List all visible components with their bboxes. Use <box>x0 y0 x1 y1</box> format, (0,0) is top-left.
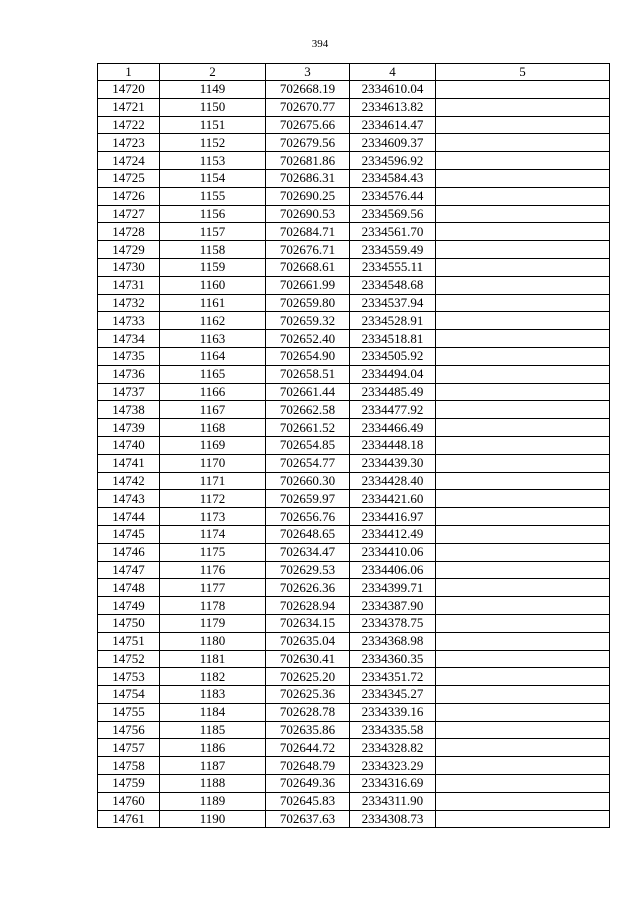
table-cell-col-3: 702681.86 <box>266 152 350 170</box>
table-cell-col-2: 1170 <box>160 454 266 472</box>
table-cell-col-1: 14725 <box>98 169 160 187</box>
table-row <box>98 205 610 223</box>
table-cell-col-5 <box>436 579 610 597</box>
table-cell-col-5 <box>436 294 610 312</box>
table-row <box>98 703 610 721</box>
table-cell-col-5 <box>436 739 610 757</box>
table-cell-col-4: 2334399.71 <box>350 579 436 597</box>
table-cell-col-4: 2334569.56 <box>350 205 436 223</box>
table-cell-col-3: 702628.94 <box>266 597 350 615</box>
table-cell-col-2: 1155 <box>160 187 266 205</box>
table-cell-col-1: 14760 <box>98 792 160 810</box>
table-cell-col-1: 14755 <box>98 703 160 721</box>
table-cell-col-1: 14721 <box>98 98 160 116</box>
table-row <box>98 116 610 134</box>
table-row <box>98 792 610 810</box>
table-cell-col-5 <box>436 668 610 686</box>
table-cell-col-3: 702679.56 <box>266 134 350 152</box>
table-row <box>98 597 610 615</box>
table-row <box>98 134 610 152</box>
table-cell-col-2: 1175 <box>160 543 266 561</box>
table-cell-col-4: 2334518.81 <box>350 330 436 348</box>
table-cell-col-4: 2334351.72 <box>350 668 436 686</box>
table-cell-col-4: 2334561.70 <box>350 223 436 241</box>
table-row <box>98 757 610 775</box>
table-cell-col-3: 702659.97 <box>266 490 350 508</box>
table-cell-col-2: 1178 <box>160 597 266 615</box>
table-cell-col-1: 14761 <box>98 810 160 828</box>
table-cell-col-3: 702645.83 <box>266 792 350 810</box>
table-row <box>98 419 610 437</box>
table-cell-col-2: 1174 <box>160 525 266 543</box>
table-cell-col-3: 702686.31 <box>266 169 350 187</box>
table-cell-col-2: 1153 <box>160 152 266 170</box>
table-cell-col-3: 702661.44 <box>266 383 350 401</box>
table-row <box>98 632 610 650</box>
table-cell-col-5 <box>436 383 610 401</box>
table-cell-col-3: 702661.52 <box>266 419 350 437</box>
table-cell-col-3: 702635.04 <box>266 632 350 650</box>
table-cell-col-4: 2334494.04 <box>350 365 436 383</box>
table-cell-col-1: 14726 <box>98 187 160 205</box>
table-cell-col-3: 702654.90 <box>266 347 350 365</box>
table-row <box>98 383 610 401</box>
table-cell-col-5 <box>436 543 610 561</box>
table-cell-col-3: 702654.85 <box>266 436 350 454</box>
table-cell-col-5 <box>436 276 610 294</box>
table-cell-col-2: 1184 <box>160 703 266 721</box>
table-cell-col-3: 702634.47 <box>266 543 350 561</box>
table-cell-col-5 <box>436 490 610 508</box>
table-cell-col-2: 1189 <box>160 792 266 810</box>
table-cell-col-2: 1157 <box>160 223 266 241</box>
table-cell-col-1: 14736 <box>98 365 160 383</box>
table-cell-col-5 <box>436 703 610 721</box>
table-row <box>98 650 610 668</box>
table-cell-col-5 <box>436 775 610 793</box>
table-cell-col-5 <box>436 436 610 454</box>
table-cell-col-3: 702668.61 <box>266 258 350 276</box>
table-cell-col-5 <box>436 134 610 152</box>
table-cell-col-4: 2334360.35 <box>350 650 436 668</box>
table-cell-col-1: 14747 <box>98 561 160 579</box>
table-cell-col-5 <box>436 187 610 205</box>
table-cell-col-3: 702659.32 <box>266 312 350 330</box>
table-cell-col-5 <box>436 169 610 187</box>
table-cell-col-5 <box>436 330 610 348</box>
table-cell-col-5 <box>436 525 610 543</box>
table-cell-col-2: 1151 <box>160 116 266 134</box>
table-cell-col-4: 2334584.43 <box>350 169 436 187</box>
table-row <box>98 579 610 597</box>
table-cell-col-4: 2334466.49 <box>350 419 436 437</box>
table-cell-col-1: 14727 <box>98 205 160 223</box>
table-cell-col-3: 702625.20 <box>266 668 350 686</box>
table-cell-col-1: 14745 <box>98 525 160 543</box>
table-cell-col-4: 2334548.68 <box>350 276 436 294</box>
table-row <box>98 525 610 543</box>
table-cell-col-1: 14759 <box>98 775 160 793</box>
table-cell-col-4: 2334328.82 <box>350 739 436 757</box>
table-cell-col-5 <box>436 401 610 419</box>
table-cell-col-4: 2334311.90 <box>350 792 436 810</box>
table-cell-col-1: 14757 <box>98 739 160 757</box>
table-cell-col-2: 1164 <box>160 347 266 365</box>
table-cell-col-2: 1185 <box>160 721 266 739</box>
table-cell-col-3: 702648.79 <box>266 757 350 775</box>
table-cell-col-1: 14744 <box>98 508 160 526</box>
table-row <box>98 454 610 472</box>
table-cell-col-2: 1179 <box>160 614 266 632</box>
table-cell-col-3: 702675.66 <box>266 116 350 134</box>
table-cell-col-4: 2334505.92 <box>350 347 436 365</box>
table-cell-col-4: 2334345.27 <box>350 686 436 704</box>
table-cell-col-2: 1166 <box>160 383 266 401</box>
table-cell-col-4: 2334368.98 <box>350 632 436 650</box>
table-cell-col-5 <box>436 810 610 828</box>
table-cell-col-5 <box>436 81 610 99</box>
table-cell-col-5 <box>436 223 610 241</box>
table-cell-col-3: 702644.72 <box>266 739 350 757</box>
table-cell-col-1: 14724 <box>98 152 160 170</box>
table-cell-col-3: 702649.36 <box>266 775 350 793</box>
table-cell-col-3: 702625.36 <box>266 686 350 704</box>
table-cell-col-1: 14731 <box>98 276 160 294</box>
table-cell-col-5 <box>436 597 610 615</box>
table-row <box>98 543 610 561</box>
table-cell-col-2: 1181 <box>160 650 266 668</box>
table-row <box>98 98 610 116</box>
table-cell-col-4: 2334477.92 <box>350 401 436 419</box>
table-cell-col-3: 702660.30 <box>266 472 350 490</box>
table-body <box>98 81 610 828</box>
table-cell-col-1: 14742 <box>98 472 160 490</box>
table-cell-col-4: 2334406.06 <box>350 561 436 579</box>
table-cell-col-5 <box>436 365 610 383</box>
table-cell-col-1: 14748 <box>98 579 160 597</box>
table-cell-col-1: 14752 <box>98 650 160 668</box>
table-row <box>98 561 610 579</box>
table-cell-col-2: 1167 <box>160 401 266 419</box>
table-cell-col-3: 702659.80 <box>266 294 350 312</box>
table-cell-col-1: 14732 <box>98 294 160 312</box>
table-cell-col-2: 1177 <box>160 579 266 597</box>
table-cell-col-4: 2334596.92 <box>350 152 436 170</box>
table-cell-col-1: 14723 <box>98 134 160 152</box>
table-cell-col-5 <box>436 614 610 632</box>
table-cell-col-1: 14749 <box>98 597 160 615</box>
table-cell-col-4: 2334335.58 <box>350 721 436 739</box>
column-header-2: 2 <box>160 64 266 81</box>
table-cell-col-3: 702676.71 <box>266 241 350 259</box>
table-cell-col-2: 1172 <box>160 490 266 508</box>
table-row <box>98 810 610 828</box>
table-row <box>98 739 610 757</box>
table-header-row <box>98 64 610 81</box>
table-row <box>98 312 610 330</box>
table-cell-col-3: 702635.86 <box>266 721 350 739</box>
table-row <box>98 294 610 312</box>
table-row <box>98 508 610 526</box>
table-row <box>98 472 610 490</box>
column-header-3: 3 <box>266 64 350 81</box>
table-cell-col-2: 1156 <box>160 205 266 223</box>
table-cell-col-1: 14733 <box>98 312 160 330</box>
table-row <box>98 686 610 704</box>
table-cell-col-2: 1168 <box>160 419 266 437</box>
table-row <box>98 258 610 276</box>
table-cell-col-3: 702661.99 <box>266 276 350 294</box>
table-cell-col-2: 1161 <box>160 294 266 312</box>
table-cell-col-5 <box>436 312 610 330</box>
table-cell-col-1: 14720 <box>98 81 160 99</box>
table-cell-col-4: 2334555.11 <box>350 258 436 276</box>
table-row <box>98 721 610 739</box>
table-cell-col-2: 1186 <box>160 739 266 757</box>
table-row <box>98 241 610 259</box>
table-cell-col-3: 702690.25 <box>266 187 350 205</box>
table-cell-col-2: 1158 <box>160 241 266 259</box>
table-cell-col-4: 2334323.29 <box>350 757 436 775</box>
table-cell-col-5 <box>436 686 610 704</box>
table-cell-col-4: 2334439.30 <box>350 454 436 472</box>
table-cell-col-2: 1159 <box>160 258 266 276</box>
table-cell-col-2: 1162 <box>160 312 266 330</box>
table-row <box>98 81 610 99</box>
table-cell-col-3: 702690.53 <box>266 205 350 223</box>
table-cell-col-2: 1183 <box>160 686 266 704</box>
table-cell-col-4: 2334378.75 <box>350 614 436 632</box>
table-cell-col-4: 2334537.94 <box>350 294 436 312</box>
table-cell-col-5 <box>436 454 610 472</box>
table-cell-col-1: 14753 <box>98 668 160 686</box>
table-cell-col-2: 1188 <box>160 775 266 793</box>
column-header-4: 4 <box>350 64 436 81</box>
table-cell-col-1: 14730 <box>98 258 160 276</box>
table-cell-col-4: 2334614.47 <box>350 116 436 134</box>
table-cell-col-2: 1163 <box>160 330 266 348</box>
table-cell-col-1: 14741 <box>98 454 160 472</box>
table-cell-col-3: 702684.71 <box>266 223 350 241</box>
table-cell-col-4: 2334528.91 <box>350 312 436 330</box>
table-cell-col-1: 14738 <box>98 401 160 419</box>
table-cell-col-4: 2334610.04 <box>350 81 436 99</box>
table-cell-col-4: 2334559.49 <box>350 241 436 259</box>
table-cell-col-3: 702654.77 <box>266 454 350 472</box>
table-cell-col-5 <box>436 258 610 276</box>
table-cell-col-3: 702630.41 <box>266 650 350 668</box>
table-cell-col-4: 2334421.60 <box>350 490 436 508</box>
column-header-5: 5 <box>436 64 610 81</box>
table-cell-col-3: 702658.51 <box>266 365 350 383</box>
table-cell-col-5 <box>436 205 610 223</box>
table-cell-col-4: 2334485.49 <box>350 383 436 401</box>
column-header-1: 1 <box>98 64 160 81</box>
table-row <box>98 330 610 348</box>
table-cell-col-1: 14734 <box>98 330 160 348</box>
table-cell-col-2: 1182 <box>160 668 266 686</box>
table-cell-col-1: 14728 <box>98 223 160 241</box>
table-cell-col-4: 2334316.69 <box>350 775 436 793</box>
table-cell-col-2: 1150 <box>160 98 266 116</box>
table-row <box>98 775 610 793</box>
table-row <box>98 490 610 508</box>
table-cell-col-2: 1176 <box>160 561 266 579</box>
table-cell-col-5 <box>436 152 610 170</box>
table-cell-col-2: 1180 <box>160 632 266 650</box>
table-cell-col-4: 2334576.44 <box>350 187 436 205</box>
table-cell-col-5 <box>436 98 610 116</box>
table-row <box>98 668 610 686</box>
table-cell-col-1: 14746 <box>98 543 160 561</box>
table-cell-col-4: 2334428.40 <box>350 472 436 490</box>
table-row <box>98 152 610 170</box>
table-cell-col-5 <box>436 419 610 437</box>
table-cell-col-4: 2334412.49 <box>350 525 436 543</box>
table-cell-col-5 <box>436 508 610 526</box>
table-cell-col-1: 14756 <box>98 721 160 739</box>
table-cell-col-5 <box>436 721 610 739</box>
table-cell-col-1: 14754 <box>98 686 160 704</box>
table-cell-col-2: 1160 <box>160 276 266 294</box>
table-cell-col-4: 2334613.82 <box>350 98 436 116</box>
table-cell-col-4: 2334410.06 <box>350 543 436 561</box>
table-cell-col-2: 1169 <box>160 436 266 454</box>
table-row <box>98 436 610 454</box>
table-cell-col-1: 14737 <box>98 383 160 401</box>
table-cell-col-3: 702626.36 <box>266 579 350 597</box>
table-cell-col-2: 1149 <box>160 81 266 99</box>
table-row <box>98 169 610 187</box>
table-cell-col-1: 14743 <box>98 490 160 508</box>
table-cell-col-2: 1165 <box>160 365 266 383</box>
table-cell-col-5 <box>436 632 610 650</box>
table-cell-col-3: 702656.76 <box>266 508 350 526</box>
table-cell-col-1: 14729 <box>98 241 160 259</box>
table-cell-col-1: 14758 <box>98 757 160 775</box>
table-cell-col-4: 2334609.37 <box>350 134 436 152</box>
table-row <box>98 401 610 419</box>
table-cell-col-5 <box>436 561 610 579</box>
table-cell-col-3: 702668.19 <box>266 81 350 99</box>
table-cell-col-1: 14750 <box>98 614 160 632</box>
table-cell-col-1: 14735 <box>98 347 160 365</box>
table-cell-col-4: 2334339.16 <box>350 703 436 721</box>
table-cell-col-1: 14751 <box>98 632 160 650</box>
table-cell-col-4: 2334387.90 <box>350 597 436 615</box>
table-cell-col-3: 702648.65 <box>266 525 350 543</box>
table-cell-col-3: 702662.58 <box>266 401 350 419</box>
table-cell-col-2: 1187 <box>160 757 266 775</box>
table-cell-col-3: 702670.77 <box>266 98 350 116</box>
table-cell-col-3: 702629.53 <box>266 561 350 579</box>
table-row <box>98 276 610 294</box>
table-cell-col-5 <box>436 757 610 775</box>
table-cell-col-1: 14722 <box>98 116 160 134</box>
table-row <box>98 614 610 632</box>
table-cell-col-4: 2334448.18 <box>350 436 436 454</box>
table-row <box>98 365 610 383</box>
table-row <box>98 347 610 365</box>
table-cell-col-5 <box>436 472 610 490</box>
table-cell-col-4: 2334308.73 <box>350 810 436 828</box>
table-cell-col-5 <box>436 241 610 259</box>
table-cell-col-1: 14739 <box>98 419 160 437</box>
table-cell-col-3: 702628.78 <box>266 703 350 721</box>
table-cell-col-1: 14740 <box>98 436 160 454</box>
table-cell-col-5 <box>436 347 610 365</box>
table-cell-col-2: 1171 <box>160 472 266 490</box>
table-cell-col-4: 2334416.97 <box>350 508 436 526</box>
table-cell-col-5 <box>436 792 610 810</box>
table-cell-col-2: 1173 <box>160 508 266 526</box>
table-cell-col-3: 702634.15 <box>266 614 350 632</box>
table-row <box>98 223 610 241</box>
table-cell-col-2: 1154 <box>160 169 266 187</box>
table-row <box>98 187 610 205</box>
table-cell-col-2: 1190 <box>160 810 266 828</box>
table-cell-col-3: 702637.63 <box>266 810 350 828</box>
table-cell-col-5 <box>436 650 610 668</box>
page-number: 394 <box>311 38 329 50</box>
table-cell-col-2: 1152 <box>160 134 266 152</box>
coordinates-table <box>97 63 610 828</box>
table-cell-col-3: 702652.40 <box>266 330 350 348</box>
table-cell-col-5 <box>436 116 610 134</box>
